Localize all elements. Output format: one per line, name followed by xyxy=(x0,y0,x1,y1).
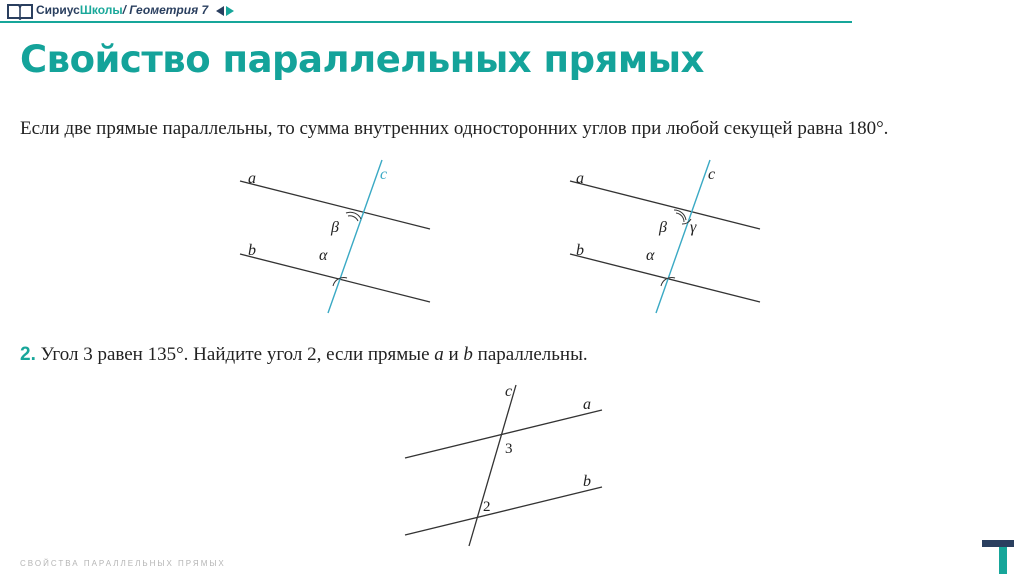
line-a xyxy=(405,410,602,458)
transversal-c xyxy=(328,160,382,313)
page-title: Свойство параллельных прямых xyxy=(20,38,704,81)
transversal-c xyxy=(469,385,516,546)
problem-var-a: a xyxy=(434,344,444,365)
brand-title xyxy=(36,3,234,17)
footer-caption: СВОЙСТВА ПАРАЛЛЕЛЬНЫХ ПРЯМЫХ xyxy=(20,559,226,568)
figure-2 xyxy=(560,150,780,320)
line-b xyxy=(405,487,602,535)
label-c: c xyxy=(505,383,513,400)
problem-statement xyxy=(20,344,588,366)
problem-text-1: Угол 3 равен 135°. Найдите угол 2, если прямые xyxy=(35,344,435,365)
label-gamma: γ xyxy=(690,219,697,236)
figure-3 xyxy=(395,375,620,550)
label-beta: β xyxy=(659,219,667,236)
header-divider xyxy=(0,21,852,23)
label-a: a xyxy=(583,396,591,413)
label-b: b xyxy=(576,242,584,259)
book-icon xyxy=(6,2,34,20)
label-c: c xyxy=(380,166,388,183)
brand-sub: Школы xyxy=(79,3,123,17)
label-b: b xyxy=(248,242,256,259)
figure-1 xyxy=(230,150,450,320)
label-beta: β xyxy=(331,219,339,236)
transversal-c xyxy=(656,160,710,313)
label-c: c xyxy=(708,166,716,183)
problem-number: 2. xyxy=(20,344,36,365)
brand-main: Сириус xyxy=(36,3,80,17)
label-angle-2: 2 xyxy=(483,499,491,515)
diamond-arrows-icon xyxy=(216,6,234,16)
label-b: b xyxy=(583,473,591,490)
problem-text-2: и xyxy=(443,344,464,365)
label-alpha: α xyxy=(646,247,655,264)
label-a: a xyxy=(576,170,584,187)
angle-beta-arc-2 xyxy=(348,216,358,221)
label-a: a xyxy=(248,170,256,187)
theorem-text: Если две прямые параллельны, то сумма внутренних односторонних углов при любой секущей равна 180°. xyxy=(20,118,889,139)
problem-text-3: параллельны. xyxy=(472,344,588,365)
line-b xyxy=(570,254,760,302)
label-alpha: α xyxy=(319,247,328,264)
label-angle-3: 3 xyxy=(505,441,513,457)
brand-logo-icon xyxy=(982,540,1014,574)
brand-course: / Геометрия 7 xyxy=(122,3,209,17)
problem-var-b: b xyxy=(463,344,473,365)
